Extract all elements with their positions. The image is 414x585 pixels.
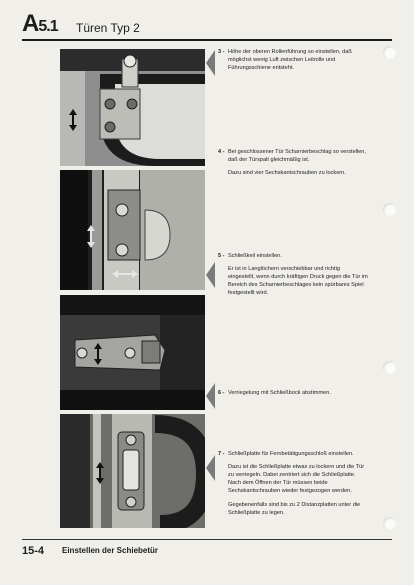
step-text: Verriegelung mit Schließbock abstimmen. (228, 390, 331, 396)
pointer-step-7 (206, 455, 215, 481)
step-text: Schließplatte für Fernbetätigungsschloß einstellen. (228, 451, 354, 457)
photo-roller-guide (60, 49, 205, 166)
step-3: 3 - Höhe der oberen Rollenführung so einstellen, daß möglichst wenig Luft zwischen Leitrolle und Führungsschiene entsteht. (218, 48, 368, 75)
step-text: Schließkeil einstellen. (228, 253, 282, 259)
pointer-step-5 (206, 262, 215, 288)
step-text: Höhe der oberen Rollenführung so einstellen, daß möglichst wenig Luft zwischen Leitrolle und Führungsschiene entsteht. (228, 49, 352, 72)
step-6: 6 - Verriegelung mit Schließbock abstimmen. (218, 389, 368, 400)
footer-rule (22, 539, 392, 540)
pointer-step-3 (206, 50, 215, 76)
footer-title: Einstellen der Schiebetür (62, 546, 159, 555)
step-5: 5 - Schließkeil einstellen. Er ist in Langlöchern verschiebbar und richtig eingestellt, wenn durch kräftigen Druck gegen die Tür im Bereich des Scharnierbeschlages kein spürbares Spiel festgestellt wird. (218, 253, 368, 297)
step-7: 7 - Schließplatte für Fernbetätigungsschloß einstellen. Dazu ist die Schließplatte etwas zu lockern und die Tür zu verriegeln. Dabei zentriert sich die Schließplatte. Nach dem Öffnen der Tür müssen beide Sechskantschrauben wieder festgezogen werden. Gegebenenfalls sind bis zu 2 Distanzplatten unter die Schließplatte zu legen. (218, 450, 368, 520)
section-code: A5.1 (22, 10, 58, 37)
photo-striker (60, 295, 205, 410)
step-note: Dazu ist die Schließplatte etwas zu lockern und die Tür zu verriegeln. Dabei zentriert sich die Schließplatte. Nach dem Öffnen der Tür müssen beide Sechskantschrauben wieder festgezogen werden. (228, 464, 365, 495)
header-rule (22, 39, 392, 41)
punch-hole (383, 517, 396, 530)
photo-hinge-fitting (60, 170, 205, 290)
step-note: Gegebenenfalls sind bis zu 2 Distanzplatten unter die Schließplatte zu legen. (228, 501, 361, 516)
section-title: Türen Typ 2 (76, 21, 140, 35)
punch-hole (383, 361, 396, 374)
page-number: 15-4 (22, 545, 45, 557)
pointer-step-6 (206, 383, 215, 409)
step-text: Bei geschlossener Tür Scharnierbeschlag so verstellen, daß der Türspalt gleichmäßig ist. (228, 149, 366, 164)
photo-striker-plate (60, 414, 205, 528)
step-note: Dazu sind vier Sechskantschrauben zu lockern. (228, 170, 346, 177)
punch-hole (383, 46, 396, 59)
page-header (22, 10, 392, 40)
step-4: 4 - Bei geschlossener Tür Scharnierbeschlag so verstellen, daß der Türspalt gleichmäßig ist. Dazu sind vier Sechskantschrauben zu lockern. (218, 148, 368, 180)
step-note: Er ist in Langlöchern verschiebbar und richtig eingestellt, wenn durch kräftigen Druck gegen die Tür im Bereich des Scharnierbeschlages kein spürbares Spiel festgestellt wird. (228, 266, 368, 297)
punch-hole (383, 203, 396, 216)
